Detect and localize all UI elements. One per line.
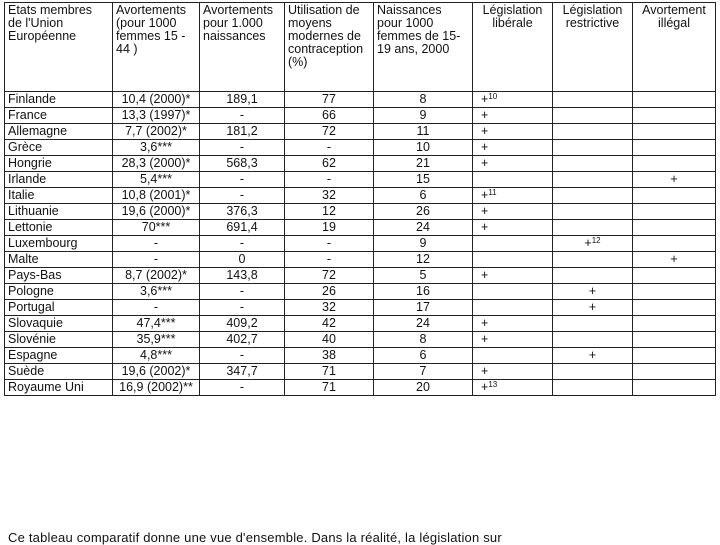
restrictive-law-cell [553,284,633,300]
restrictive-law-cell [553,268,633,284]
teen-births-cell: 17 [374,300,473,316]
illegal-abortion-cell [633,268,716,284]
footnote-ref: 12 [591,236,601,245]
liberal-law-cell [473,124,553,140]
abortions-per-women-cell: 8,7 (2002)* [113,268,200,284]
abortions-per-women-cell: 19,6 (2002)* [113,364,200,380]
restrictive-law-cell [553,252,633,268]
abortions-per-women-cell: - [113,236,200,252]
abortions-per-births-cell: 189,1 [200,92,285,108]
liberal-law-cell [473,156,553,172]
abortions-per-women-cell: 19,6 (2000)* [113,204,200,220]
abortions-per-births-cell: - [200,380,285,396]
table-row [5,204,716,220]
abortions-per-women-cell: 16,9 (2002)** [113,380,200,396]
abortions-per-women-cell: - [113,252,200,268]
plus-mark: + [481,268,489,282]
header-contraception: Utilisation de moyens modernes de contraception (%) [285,3,374,92]
contraception-cell: - [285,140,374,156]
table-row [5,220,716,236]
restrictive-law-cell [553,364,633,380]
table-row [5,348,716,364]
plus-mark: + [481,380,489,394]
illegal-abortion-cell [633,108,716,124]
liberal-law-cell [473,284,553,300]
abortions-per-births-cell: 0 [200,252,285,268]
restrictive-law-cell [553,204,633,220]
illegal-abortion-cell [633,220,716,236]
abortions-per-women-cell: 5,4*** [113,172,200,188]
restrictive-law-cell [553,92,633,108]
table-row [5,252,716,268]
contraception-cell: 62 [285,156,374,172]
header-restrictive-law: Législation restrictive [553,3,633,92]
country-cell: Irlande [5,172,113,188]
teen-births-cell: 20 [374,380,473,396]
table-row [5,124,716,140]
country-cell: Malte [5,252,113,268]
plus-mark: + [670,172,678,186]
country-cell: Grèce [5,140,113,156]
contraception-cell: 12 [285,204,374,220]
abortions-per-women-cell: 3,6*** [113,284,200,300]
abortions-per-women-cell: 10,8 (2001)* [113,188,200,204]
illegal-abortion-cell [633,300,716,316]
illegal-abortion-cell [633,236,716,252]
country-cell: Lettonie [5,220,113,236]
contraception-cell: 19 [285,220,374,236]
abortions-per-births-cell: 402,7 [200,332,285,348]
abortions-per-births-cell: - [200,236,285,252]
table-row [5,188,716,204]
teen-births-cell: 24 [374,316,473,332]
table-row [5,332,716,348]
abortions-per-women-cell: - [113,300,200,316]
table-row [5,300,716,316]
plus-mark: + [588,284,597,298]
illegal-abortion-cell [633,188,716,204]
table-row [5,364,716,380]
abortions-per-births-cell: - [200,348,285,364]
header-country: Etats membres de l'Union Européenne [5,3,113,92]
country-cell: France [5,108,113,124]
abortions-per-women-cell: 10,4 (2000)* [113,92,200,108]
liberal-law-cell [473,188,553,204]
restrictive-law-cell [553,172,633,188]
abortions-per-women-cell: 47,4*** [113,316,200,332]
contraception-cell: 72 [285,124,374,140]
header-teen-births: Naissances pour 1000 femmes de 15-19 ans, 2000 [374,3,473,92]
country-cell: Finlande [5,92,113,108]
restrictive-law-cell [553,236,633,252]
abortions-per-women-cell: 70*** [113,220,200,236]
table-row [5,236,716,252]
plus-mark: + [481,92,489,106]
teen-births-cell: 12 [374,252,473,268]
country-cell: Espagne [5,348,113,364]
footer-paragraph: Ce tableau comparatif donne une vue d'ensemble. Dans la réalité, la législation sur [8,530,502,545]
illegal-abortion-cell [633,92,716,108]
abortions-per-women-cell: 28,3 (2000)* [113,156,200,172]
liberal-law-cell [473,172,553,188]
illegal-abortion-cell [633,348,716,364]
contraception-cell: 66 [285,108,374,124]
table-row [5,108,716,124]
contraception-cell: - [285,172,374,188]
teen-births-cell: 8 [374,332,473,348]
abortion-statistics-table [4,2,716,396]
contraception-cell: 26 [285,284,374,300]
restrictive-law-cell [553,156,633,172]
plus-mark: + [481,316,489,330]
plus-mark: + [584,236,592,250]
abortions-per-births-cell: 568,3 [200,156,285,172]
liberal-law-cell [473,92,553,108]
abortions-per-births-cell: 691,4 [200,220,285,236]
header-liberal-law: Législation libérale [473,3,553,92]
contraception-cell: 40 [285,332,374,348]
plus-mark: + [481,204,489,218]
restrictive-law-cell [553,108,633,124]
illegal-abortion-cell [633,284,716,300]
abortions-per-births-cell: - [200,108,285,124]
teen-births-cell: 7 [374,364,473,380]
abortions-per-women-cell: 3,6*** [113,140,200,156]
contraception-cell: 32 [285,300,374,316]
footnote-ref: 11 [488,188,497,197]
contraception-cell: 32 [285,188,374,204]
liberal-law-cell [473,348,553,364]
contraception-cell: - [285,252,374,268]
abortions-per-births-cell: 409,2 [200,316,285,332]
table-row [5,156,716,172]
liberal-law-cell [473,236,553,252]
footnote-ref: 13 [488,380,498,389]
illegal-abortion-cell [633,156,716,172]
country-cell: Suède [5,364,113,380]
teen-births-cell: 24 [374,220,473,236]
plus-mark: + [481,140,489,154]
abortions-per-women-cell: 13,3 (1997)* [113,108,200,124]
plus-mark: + [588,300,597,314]
illegal-abortion-cell [633,316,716,332]
plus-mark: + [588,348,597,362]
restrictive-law-cell [553,332,633,348]
illegal-abortion-cell [633,380,716,396]
plus-mark: + [481,332,489,346]
contraception-cell: 71 [285,380,374,396]
abortions-per-women-cell: 7,7 (2002)* [113,124,200,140]
country-cell: Pologne [5,284,113,300]
liberal-law-cell [473,268,553,284]
contraception-cell: 38 [285,348,374,364]
teen-births-cell: 16 [374,284,473,300]
restrictive-law-cell [553,124,633,140]
liberal-law-cell [473,380,553,396]
illegal-abortion-cell [633,364,716,380]
teen-births-cell: 6 [374,348,473,364]
table-row [5,172,716,188]
teen-births-cell: 5 [374,268,473,284]
country-cell: Slovaquie [5,316,113,332]
plus-mark: + [481,220,489,234]
liberal-law-cell [473,300,553,316]
abortions-per-births-cell: - [200,284,285,300]
illegal-abortion-cell [633,140,716,156]
liberal-law-cell [473,140,553,156]
header-abortions-per-women: Avortements (pour 1000 femmes 15 - 44 ) [113,3,200,92]
country-cell: Portugal [5,300,113,316]
table-row [5,268,716,284]
table-row [5,284,716,300]
table-row [5,380,716,396]
table-row [5,140,716,156]
restrictive-law-cell [553,140,633,156]
abortions-per-births-cell: - [200,140,285,156]
liberal-law-cell [473,316,553,332]
country-cell: Lithuanie [5,204,113,220]
footnote-ref: 10 [488,92,498,101]
liberal-law-cell [473,220,553,236]
contraception-cell: 72 [285,268,374,284]
abortions-per-births-cell: - [200,300,285,316]
country-cell: Luxembourg [5,236,113,252]
plus-mark: + [481,108,489,122]
teen-births-cell: 9 [374,108,473,124]
country-cell: Hongrie [5,156,113,172]
illegal-abortion-cell [633,204,716,220]
liberal-law-cell [473,252,553,268]
plus-mark: + [670,252,678,266]
abortions-per-births-cell: - [200,188,285,204]
abortions-per-women-cell: 35,9*** [113,332,200,348]
abortions-per-women-cell: 4,8*** [113,348,200,364]
liberal-law-cell [473,332,553,348]
abortions-per-births-cell: 181,2 [200,124,285,140]
contraception-cell: 71 [285,364,374,380]
plus-mark: + [481,124,489,138]
abortions-per-births-cell: 143,8 [200,268,285,284]
restrictive-law-cell [553,380,633,396]
restrictive-law-cell [553,316,633,332]
illegal-abortion-cell [633,252,716,268]
teen-births-cell: 9 [374,236,473,252]
liberal-law-cell [473,108,553,124]
teen-births-cell: 6 [374,188,473,204]
restrictive-law-cell [553,348,633,364]
teen-births-cell: 8 [374,92,473,108]
liberal-law-cell [473,204,553,220]
abortions-per-births-cell: - [200,172,285,188]
restrictive-law-cell [553,188,633,204]
teen-births-cell: 15 [374,172,473,188]
contraception-cell: - [285,236,374,252]
teen-births-cell: 10 [374,140,473,156]
illegal-abortion-cell [633,332,716,348]
liberal-law-cell [473,364,553,380]
country-cell: Italie [5,188,113,204]
illegal-abortion-cell [633,172,716,188]
country-cell: Slovénie [5,332,113,348]
teen-births-cell: 21 [374,156,473,172]
table-header-row [5,3,716,92]
teen-births-cell: 11 [374,124,473,140]
restrictive-law-cell [553,220,633,236]
contraception-cell: 42 [285,316,374,332]
table-row [5,92,716,108]
illegal-abortion-cell [633,124,716,140]
abortions-per-births-cell: 376,3 [200,204,285,220]
table-row [5,316,716,332]
plus-mark: + [481,156,489,170]
abortions-per-births-cell: 347,7 [200,364,285,380]
header-abortions-per-births: Avortements pour 1.000 naissances [200,3,285,92]
teen-births-cell: 26 [374,204,473,220]
plus-mark: + [481,364,489,378]
plus-mark: + [481,188,489,202]
header-illegal-abortion: Avortement illégal [633,3,716,92]
country-cell: Pays-Bas [5,268,113,284]
contraception-cell: 77 [285,92,374,108]
country-cell: Allemagne [5,124,113,140]
country-cell: Royaume Uni [5,380,113,396]
restrictive-law-cell [553,300,633,316]
